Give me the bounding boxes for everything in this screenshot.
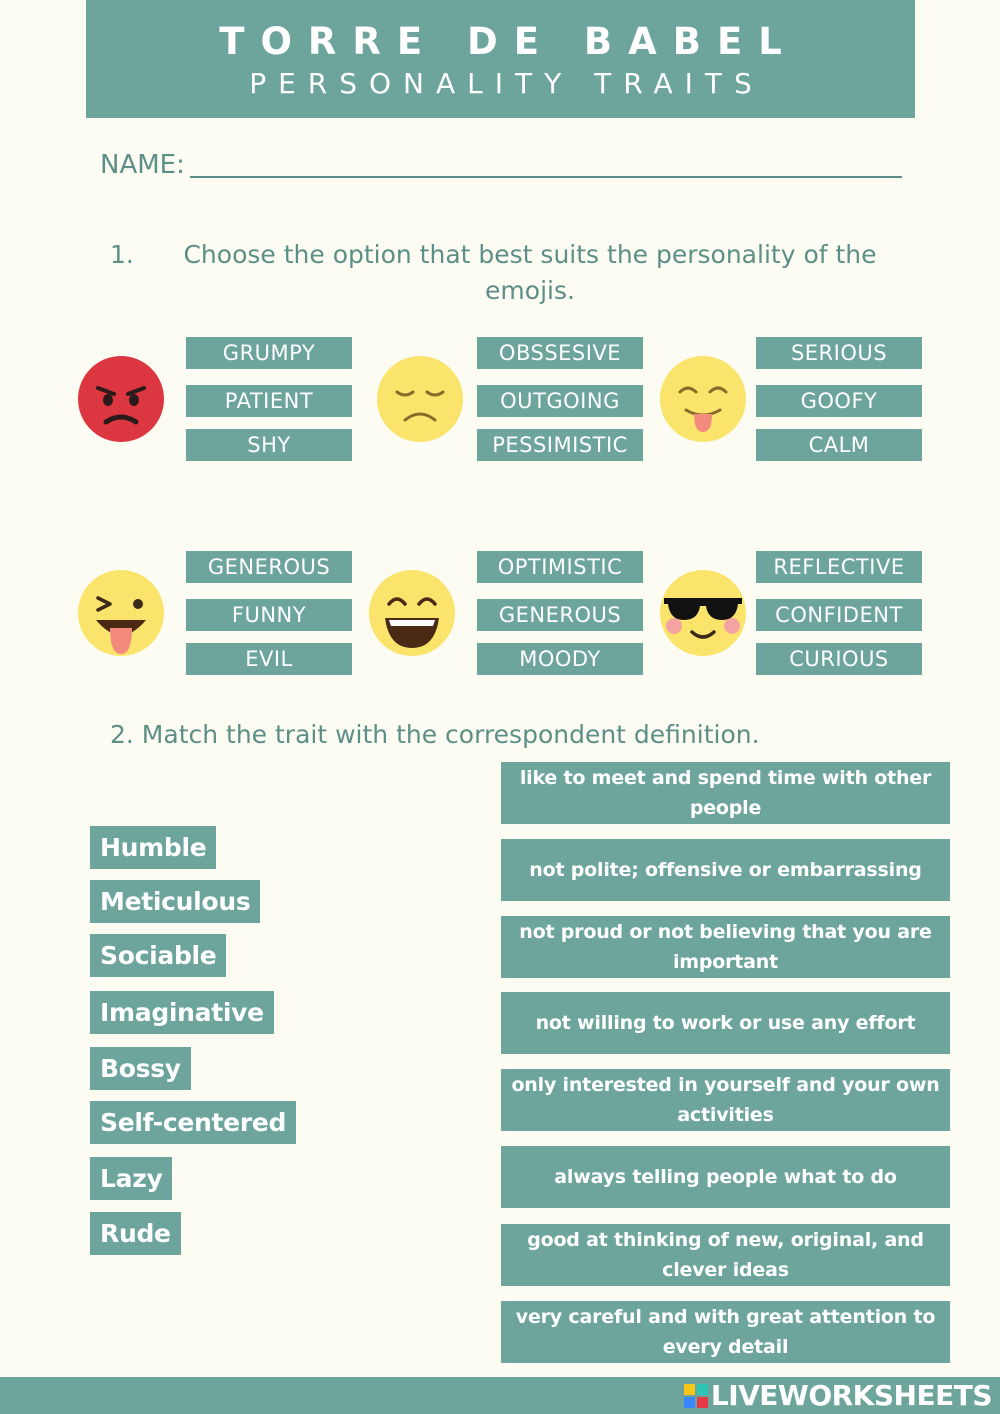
option-button[interactable]: GENEROUS [186,551,352,583]
option-button[interactable]: SHY [186,429,352,461]
angry-face-icon [76,354,166,444]
trait-tile[interactable]: Bossy [90,1047,191,1090]
definition-drop-target[interactable]: only interested in yourself and your own activities [501,1069,950,1131]
title-banner [86,0,915,118]
option-button[interactable]: GENEROUS [477,599,643,631]
question-1-number: 1. [110,240,134,269]
liveworksheets-logo[interactable] [684,1377,992,1414]
option-button[interactable]: SERIOUS [756,337,922,369]
trait-tile[interactable]: Humble [90,826,216,869]
option-button[interactable]: PESSIMISTIC [477,429,643,461]
name-field[interactable] [190,176,902,178]
trait-tile[interactable]: Self-centered [90,1101,296,1144]
option-button[interactable]: FUNNY [186,599,352,631]
trait-tile[interactable]: Lazy [90,1157,172,1200]
definition-drop-target[interactable]: very careful and with great attention to every detail [501,1301,950,1363]
worksheet-title: TORRE DE BABEL [219,20,798,63]
trait-tile[interactable]: Imaginative [90,991,274,1034]
colored-blocks-icon [684,1384,708,1408]
option-button[interactable]: OPTIMISTIC [477,551,643,583]
sunglasses-face-icon [658,568,748,658]
winking-tongue-face-icon [76,568,166,658]
definition-drop-target[interactable]: not polite; offensive or embarrassing [501,839,950,901]
option-button[interactable]: REFLECTIVE [756,551,922,583]
option-button[interactable]: OUTGOING [477,385,643,417]
trait-tile[interactable]: Meticulous [90,880,260,923]
option-button[interactable]: PATIENT [186,385,352,417]
worksheet-subtitle: PERSONALITY TRAITS [249,67,764,100]
definition-drop-target[interactable]: always telling people what to do [501,1146,950,1208]
trait-tile[interactable]: Sociable [90,934,226,977]
option-button[interactable]: OBSSESIVE [477,337,643,369]
option-button[interactable]: GOOFY [756,385,922,417]
option-button[interactable]: CURIOUS [756,643,922,675]
option-button[interactable]: CALM [756,429,922,461]
question-2-instruction: 2. Match the trait with the correspondent definition. [110,720,760,749]
option-button[interactable]: MOODY [477,643,643,675]
name-label: NAME: [100,150,185,180]
definition-drop-target[interactable]: good at thinking of new, original, and clever ideas [501,1224,950,1286]
question-1-instruction: Choose the option that best suits the personality of the emojis. [183,240,877,305]
footer-bar [0,1377,1000,1414]
option-button[interactable]: GRUMPY [186,337,352,369]
definition-drop-target[interactable]: not willing to work or use any effort [501,992,950,1054]
option-button[interactable]: EVIL [186,643,352,675]
definition-drop-target[interactable]: not proud or not believing that you are important [501,916,950,978]
trait-tile[interactable]: Rude [90,1212,181,1255]
laughing-face-icon [367,568,457,658]
definition-drop-target[interactable]: like to meet and spend time with other people [501,762,950,824]
logo-text: LIVEWORKSHEETS [710,1379,992,1412]
sad-face-icon [375,354,465,444]
option-button[interactable]: CONFIDENT [756,599,922,631]
tongue-out-face-icon [658,354,748,444]
